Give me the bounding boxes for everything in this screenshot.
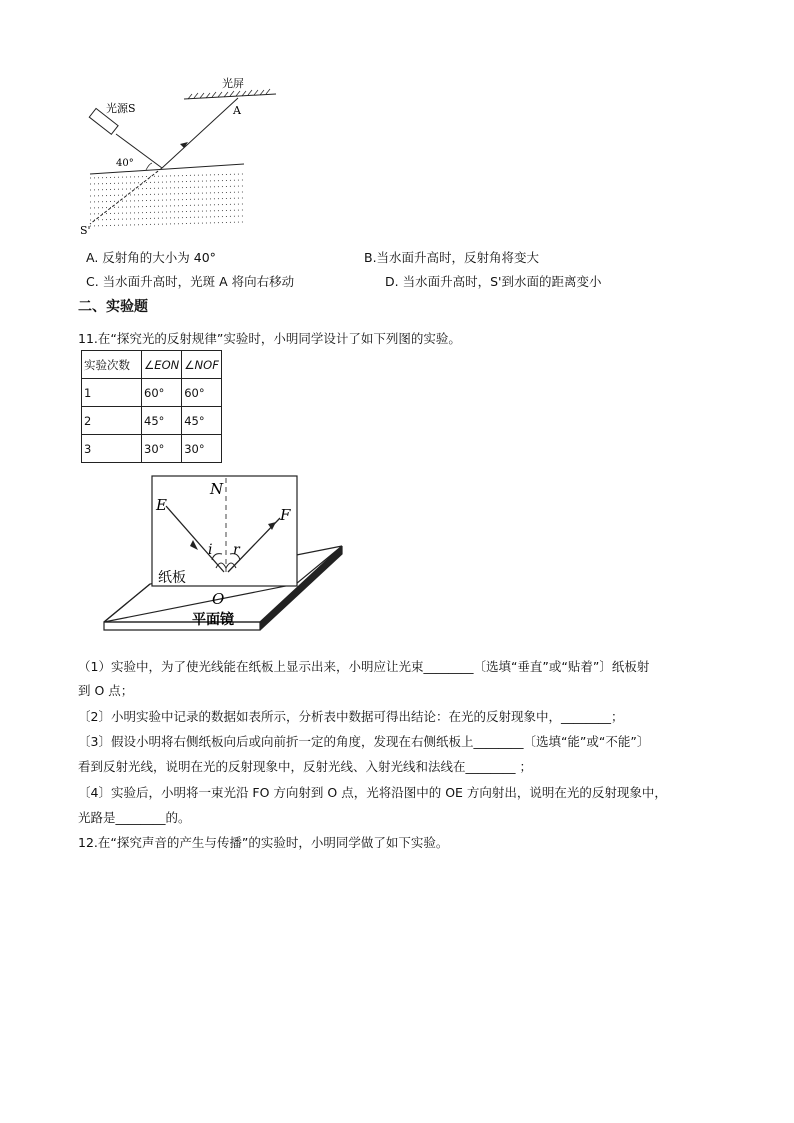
board-label: 纸板 (158, 570, 186, 586)
table-cell: 30° (182, 435, 222, 463)
option-c: C. 当水面升高时，光斑 A 将向右移动 (86, 274, 295, 289)
section-title: 二、实验题 (78, 299, 148, 315)
q12-intro: 12.在“探究声音的产生与传播”的实验时，小明同学做了如下实验。 (78, 835, 449, 850)
table-row (82, 407, 222, 435)
table-cell: 45° (182, 407, 222, 435)
table-cell: 2 (82, 407, 142, 435)
source-label: 光源S (106, 102, 136, 115)
table-row (82, 379, 222, 407)
option-b: B.当水面升高时，反射角将变大 (364, 250, 540, 265)
normal-label: N (210, 480, 224, 498)
angle-i-label: i (208, 542, 213, 558)
table-cell: 30° (142, 435, 182, 463)
q11-intro: 11.在“探究光的反射规律”实验时，小明同学设计了如下列图的实验。 (78, 331, 461, 346)
screen-label: 光屏 (222, 77, 244, 90)
data-table (81, 350, 222, 463)
image-label: S' (80, 224, 91, 237)
angle-label: 40° (116, 158, 134, 169)
header-eon: ∠EON (142, 351, 182, 379)
option-a: A. 反射角的大小为 40° (86, 250, 216, 265)
point-o-label: O (212, 590, 225, 608)
reflection-board-figure (100, 472, 350, 640)
option-d: D. 当水面升高时，S'到水面的距离变小 (385, 274, 602, 289)
q11-part4-line1: 〔4〕实验后，小明将一束光沿 FO 方向射到 O 点，光将沿图中的 OE 方向射出，说明在光的反射现象中， (78, 785, 667, 800)
angle-r-label: r (233, 542, 240, 558)
mirror-label: 平面镜 (192, 612, 234, 628)
table-cell: 1 (82, 379, 142, 407)
q11-part2: 〔2〕小明实验中记录的数据如表所示，分析表中数据可得出结论：在光的反射现象中，________； (78, 709, 624, 724)
table-cell: 3 (82, 435, 142, 463)
table-header-row (82, 351, 222, 379)
header-nof: ∠NOF (182, 351, 222, 379)
q11-part3-line2: 看到反射光线，说明在光的反射现象中，反射光线、入射光线和法线在________ ； (78, 759, 532, 774)
header-trial: 实验次数 (82, 351, 142, 379)
spot-label: A (233, 104, 241, 117)
table-cell: 60° (142, 379, 182, 407)
table-cell: 45° (142, 407, 182, 435)
table-cell: 60° (182, 379, 222, 407)
point-f-label: F (280, 506, 291, 524)
q11-part3-line1: 〔3〕假设小明将右侧纸板向后或向前折一定的角度，发现在右侧纸板上________〔选填“能”或“不能”〕 (78, 734, 650, 749)
point-e-label: E (156, 496, 167, 514)
q11-part4-line2: 光路是________的。 (78, 810, 191, 825)
reflection-water-figure (76, 76, 286, 238)
q11-part1-line1: （1）实验中，为了使光线能在纸板上显示出来，小明应让光束________〔选填“垂直”或“贴着”〕纸板射 (78, 659, 650, 674)
table-row (82, 435, 222, 463)
q11-part1-line2: 到 O 点； (78, 683, 134, 698)
